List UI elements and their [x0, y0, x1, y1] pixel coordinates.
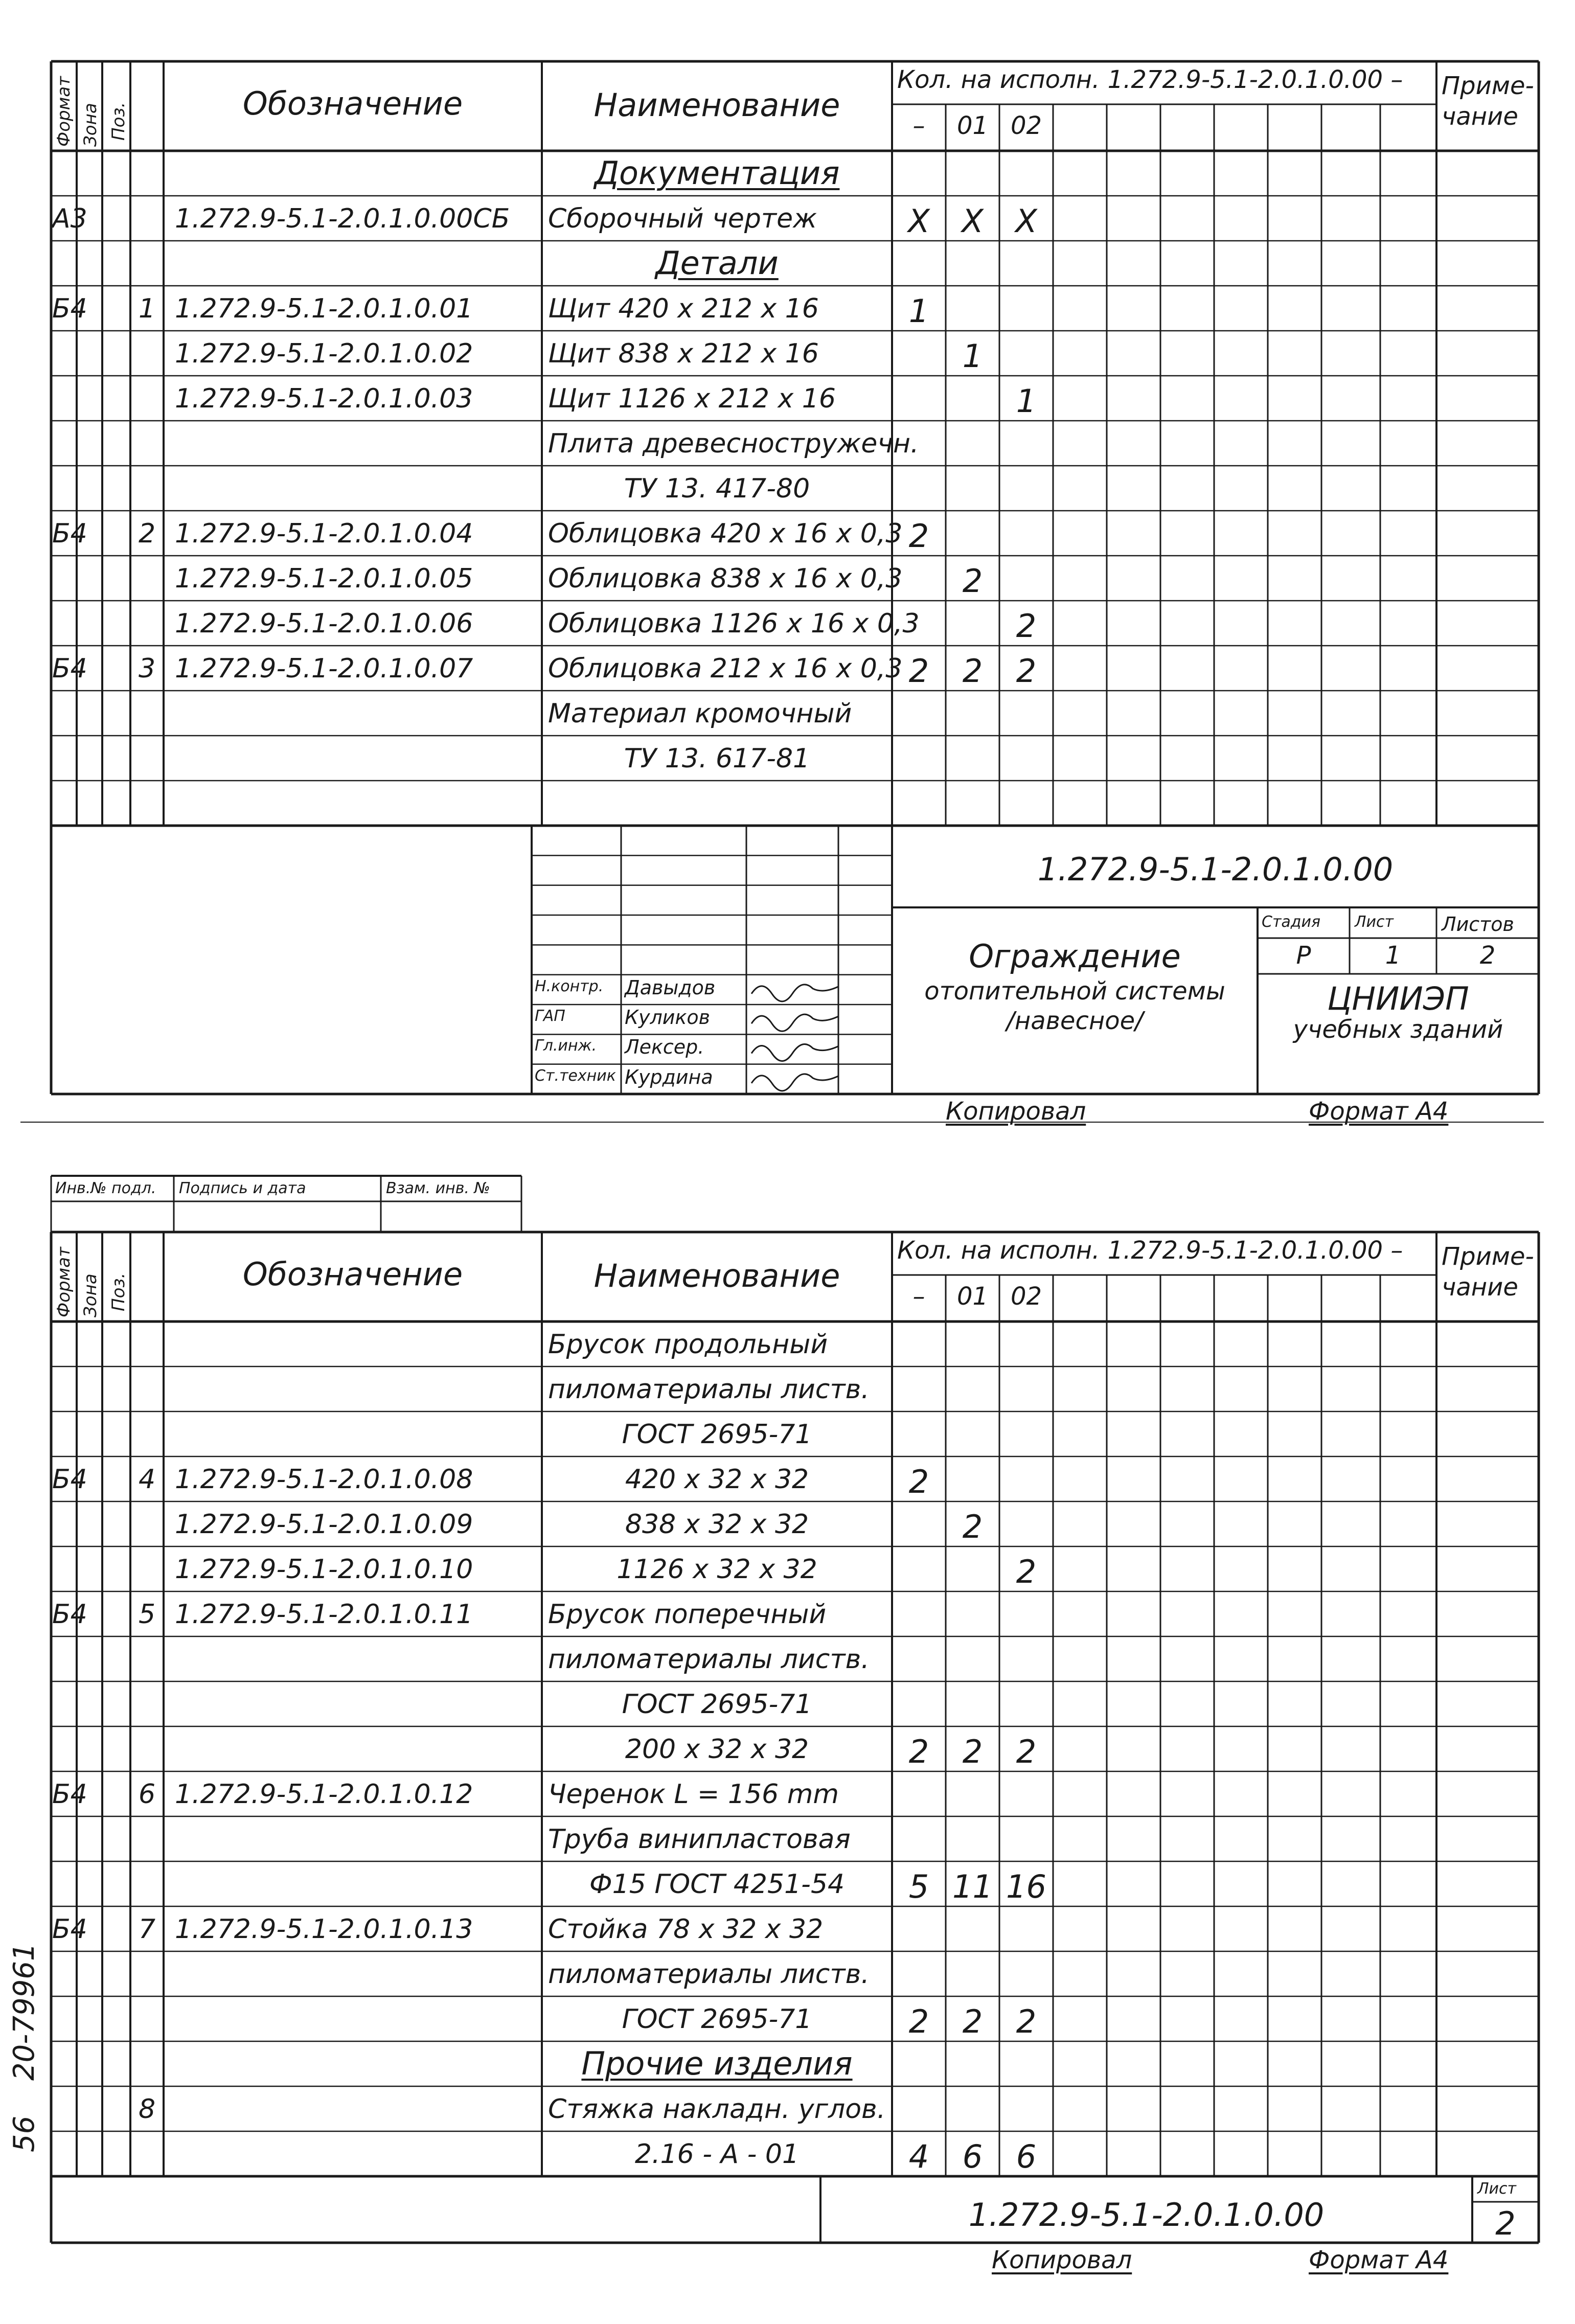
signer-name: Курдина	[625, 1065, 713, 1088]
row-name: Брусок поперечный	[548, 1599, 827, 1630]
signer-role: Н.контр.	[535, 977, 604, 995]
header-variant: 01	[956, 1282, 989, 1311]
header-designation: Обозначение	[242, 1256, 463, 1293]
row-name: Щит 1126 х 212 х 16	[548, 383, 836, 415]
format-label: Формат А4	[1309, 2246, 1449, 2274]
row-designation: 1.272.9-5.1-2.0.1.0.02	[175, 338, 473, 370]
row-name: Материал кромочный	[548, 698, 852, 730]
row-format: Б4	[52, 1464, 87, 1495]
stamp-signature-date: Подпись и дата	[179, 1179, 306, 1197]
qty-cell: 2	[908, 1463, 929, 1501]
header-variant: –	[912, 1282, 925, 1311]
signature-mark	[751, 985, 838, 1001]
section-title: Документация	[594, 154, 840, 192]
qty-cell: 1	[1016, 382, 1037, 420]
signer-name: Лексер.	[625, 1036, 704, 1059]
signer-role: Гл.инж.	[535, 1037, 597, 1055]
qty-cell: 2	[1016, 2003, 1037, 2041]
qty-cell: 2	[962, 1508, 983, 1546]
title-line: /навесное/	[1006, 1007, 1144, 1035]
row-pos: 6	[138, 1779, 156, 1810]
sheets-value: 2	[1479, 941, 1496, 970]
row-format: Б4	[52, 653, 87, 685]
signer-role: ГАП	[535, 1007, 565, 1025]
qty-cell: 1	[908, 292, 929, 330]
row-designation: 1.272.9-5.1-2.0.1.0.00СБ	[175, 203, 510, 235]
row-name: ТУ 13. 617-81	[624, 743, 810, 774]
header-zone: Зона	[80, 1273, 101, 1317]
row-format: Б4	[52, 1599, 87, 1630]
header-format: Формат	[54, 1247, 74, 1317]
row-name: Сборочный чертеж	[548, 203, 817, 235]
stage-label: Стадия	[1262, 913, 1321, 931]
qty-cell: 16	[1006, 1868, 1046, 1906]
row-name: ГОСТ 2695-71	[622, 1419, 812, 1450]
qty-cell: 2	[1016, 652, 1037, 690]
qty-cell: 4	[908, 2138, 929, 2176]
header-pos: Поз.	[108, 102, 129, 141]
row-designation: 1.272.9-5.1-2.0.1.0.03	[175, 383, 473, 415]
header-designation: Обозначение	[242, 85, 463, 122]
header-qty-title: Кол. на исполн. 1.272.9-5.1-2.0.1.0.00 –	[897, 65, 1403, 94]
row-name: Щит 420 х 212 х 16	[548, 293, 819, 325]
header-format: Формат	[54, 76, 74, 147]
row-designation: 1.272.9-5.1-2.0.1.0.09	[175, 1509, 473, 1540]
row-name: 200 х 32 х 32	[625, 1734, 809, 1765]
row-name: пиломатериалы листв.	[548, 1374, 870, 1405]
row-pos: 2	[138, 518, 156, 550]
format-label: Формат А4	[1309, 1097, 1449, 1126]
row-name: Стяжка накладн. углов.	[548, 2094, 886, 2125]
header-variant: 01	[956, 111, 989, 140]
header-name: Наименование	[594, 86, 840, 124]
row-name: Плита древесностружечн.	[548, 428, 919, 460]
row-name: Облицовка 838 х 16 х 0,3	[548, 563, 903, 595]
title-line: Ограждение	[969, 938, 1181, 975]
row-name: Черенок L = 156 mm	[548, 1779, 839, 1810]
row-name: Ф15 ГОСТ 4251-54	[589, 1869, 845, 1900]
title-line: отопительной системы	[924, 977, 1225, 1006]
header-variant: 02	[1010, 1282, 1042, 1311]
qty-cell: 2	[1016, 607, 1037, 645]
header-note: Приме- чание	[1442, 1242, 1534, 1302]
qty-cell: 1	[962, 337, 983, 375]
row-pos: 4	[138, 1464, 156, 1495]
org-subname: учебных зданий	[1293, 1015, 1503, 1044]
row-designation: 1.272.9-5.1-2.0.1.0.01	[175, 293, 473, 325]
qty-cell: 5	[908, 1868, 929, 1906]
row-designation: 1.272.9-5.1-2.0.1.0.07	[175, 653, 473, 685]
header-qty-title: Кол. на исполн. 1.272.9-5.1-2.0.1.0.00 –	[897, 1236, 1403, 1265]
qty-cell: 11	[952, 1868, 993, 1906]
qty-cell: 2	[908, 2003, 929, 2041]
signer-name: Давыдов	[625, 976, 716, 999]
row-name: 420 х 32 х 32	[625, 1464, 809, 1495]
header-name: Наименование	[594, 1257, 840, 1294]
signature-mark	[751, 1074, 838, 1091]
row-designation: 1.272.9-5.1-2.0.1.0.10	[175, 1554, 473, 1585]
qty-cell: Х	[908, 202, 930, 240]
row-name: Труба винипластовая	[548, 1824, 851, 1855]
row-format: Б4	[52, 518, 87, 550]
row-designation: 1.272.9-5.1-2.0.1.0.04	[175, 518, 473, 550]
qty-cell: 2	[908, 517, 929, 555]
qty-cell: 6	[1016, 2138, 1037, 2176]
sheet-label: Лист	[1477, 2180, 1517, 2198]
qty-cell: 2	[962, 2003, 983, 2041]
row-format: Б4	[52, 1779, 87, 1810]
qty-cell: 2	[962, 562, 983, 600]
row-name: Стойка 78 х 32 х 32	[548, 1914, 824, 1945]
row-pos: 3	[138, 653, 156, 685]
qty-cell: 2	[962, 652, 983, 690]
document-code: 1.272.9-5.1-2.0.1.0.00	[1037, 851, 1394, 888]
row-name: 1126 х 32 х 32	[617, 1554, 817, 1585]
qty-cell: Х	[1015, 202, 1037, 240]
signer-role: Ст.техник	[535, 1066, 616, 1085]
row-name: Облицовка 212 х 16 х 0,3	[548, 653, 903, 685]
signature-mark	[751, 1014, 838, 1031]
margin-registration: 20-79961	[8, 1943, 41, 2081]
qty-cell: Х	[962, 202, 984, 240]
org-name: ЦНИИЭП	[1327, 980, 1469, 1017]
row-format: Б4	[52, 1914, 87, 1945]
row-designation: 1.272.9-5.1-2.0.1.0.05	[175, 563, 473, 595]
header-variant: 02	[1010, 111, 1042, 140]
row-name: 2.16 - А - 01	[634, 2139, 800, 2170]
row-name: Щит 838 х 212 х 16	[548, 338, 819, 370]
signer-name: Куликов	[625, 1006, 711, 1029]
qty-cell: 2	[1016, 1733, 1037, 1771]
row-format: Б4	[52, 293, 87, 325]
sheet-value: 1	[1385, 941, 1401, 970]
row-name: пиломатериалы листв.	[548, 1644, 870, 1675]
header-variant: –	[912, 111, 925, 140]
sheets-label: Листов	[1442, 913, 1514, 936]
row-designation: 1.272.9-5.1-2.0.1.0.06	[175, 608, 473, 640]
qty-cell: 2	[908, 652, 929, 690]
row-name: ТУ 13. 417-80	[624, 473, 810, 505]
document-code: 1.272.9-5.1-2.0.1.0.00	[968, 2196, 1325, 2234]
copied-by: Копировал	[992, 2246, 1132, 2274]
section-title: Прочие изделия	[581, 2045, 853, 2083]
header-zone: Зона	[80, 103, 101, 147]
copied-by: Копировал	[946, 1097, 1086, 1126]
header-pos: Поз.	[108, 1272, 129, 1311]
row-name: Брусок продольный	[548, 1329, 828, 1360]
header-note: Приме- чание	[1442, 72, 1534, 131]
row-name: Облицовка 420 х 16 х 0,3	[548, 518, 903, 550]
margin-page-number: 56	[8, 2115, 41, 2152]
signature-mark	[751, 1044, 838, 1061]
row-pos: 7	[138, 1914, 156, 1945]
row-name: Облицовка 1126 х 16 х 0,3	[548, 608, 920, 640]
stamp-inv: Инв.№ подл.	[55, 1179, 156, 1197]
row-pos: 8	[138, 2094, 156, 2125]
qty-cell: 2	[908, 1733, 929, 1771]
row-designation: 1.272.9-5.1-2.0.1.0.13	[175, 1914, 473, 1945]
row-pos: 1	[138, 293, 156, 325]
row-name: 838 х 32 х 32	[625, 1509, 809, 1540]
sheet-label: Лист	[1355, 913, 1394, 931]
row-name: ГОСТ 2695-71	[622, 1689, 812, 1720]
stage-value: Р	[1296, 941, 1311, 970]
qty-cell: 2	[962, 1733, 983, 1771]
qty-cell: 2	[1016, 1553, 1037, 1591]
row-format: А3	[52, 203, 87, 235]
row-name: ГОСТ 2695-71	[622, 2004, 812, 2035]
section-title: Детали	[655, 244, 779, 282]
row-name: пиломатериалы листв.	[548, 1959, 870, 1990]
row-designation: 1.272.9-5.1-2.0.1.0.11	[175, 1599, 473, 1630]
row-designation: 1.272.9-5.1-2.0.1.0.08	[175, 1464, 473, 1495]
row-designation: 1.272.9-5.1-2.0.1.0.12	[175, 1779, 473, 1810]
sheet-value: 2	[1495, 2205, 1516, 2242]
row-pos: 5	[138, 1599, 156, 1630]
qty-cell: 6	[962, 2138, 983, 2176]
stamp-replaced-inv: Взам. инв. №	[386, 1179, 490, 1197]
